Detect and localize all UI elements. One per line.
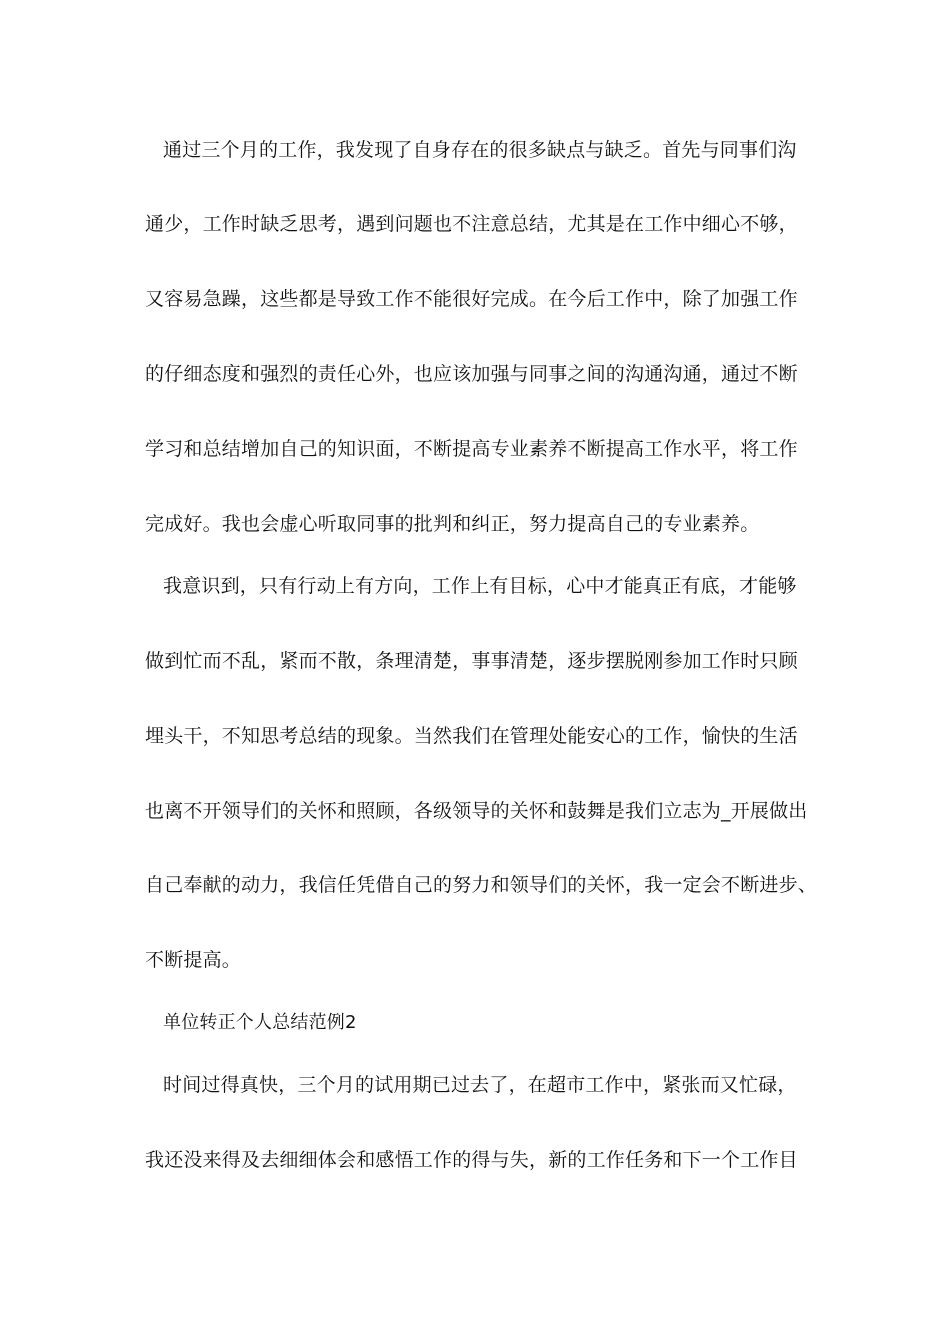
paragraph-1-line: 完成好。我也会虚心听取同事的批判和纠正，努力提高自己的专业素养。: [145, 513, 760, 535]
paragraph-1-line: 的仔细态度和强烈的责任心外，也应该加强与同事之间的沟通沟通，通过不断: [145, 363, 798, 385]
paragraph-2-line: 做到忙而不乱，紧而不散，条理清楚，事事清楚，逐步摆脱刚参加工作时只顾: [145, 650, 798, 672]
paragraph-1-line: 学习和总结增加自己的知识面，不断提高专业素养不断提高工作水平，将工作: [145, 438, 798, 460]
paragraph-2-line: 也离不开领导们的关怀和照顾，各级领导的关怀和鼓舞是我们立志为_开展做出: [145, 800, 808, 822]
paragraph-2-line: 不断提高。: [145, 949, 242, 971]
paragraph-2-line: 自己奉献的动力，我信任凭借自己的努力和领导们的关怀，我一定会不断进步、: [145, 874, 818, 896]
paragraph-1-line: 又容易急躁，这些都是导致工作不能很好完成。在今后工作中，除了加强工作: [145, 288, 798, 310]
section-heading: 单位转正个人总结范例2: [163, 1012, 357, 1033]
paragraph-2-line: 我意识到，只有行动上有方向，工作上有目标，心中才能真正有底，才能够: [163, 575, 797, 597]
paragraph-3-line: 我还没来得及去细细体会和感悟工作的得与失，新的工作任务和下一个工作目: [145, 1149, 798, 1171]
paragraph-1-line: 通少，工作时缺乏思考，遇到问题也不注意总结，尤其是在工作中细心不够，: [145, 213, 798, 235]
paragraph-2-line: 埋头干，不知思考总结的现象。当然我们在管理处能安心的工作，愉快的生活: [145, 725, 798, 747]
paragraph-3-line: 时间过得真快，三个月的试用期已过去了，在超市工作中，紧张而又忙碌，: [163, 1074, 797, 1096]
paragraph-1-line: 通过三个月的工作，我发现了自身存在的很多缺点与缺乏。首先与同事们沟: [163, 139, 797, 161]
